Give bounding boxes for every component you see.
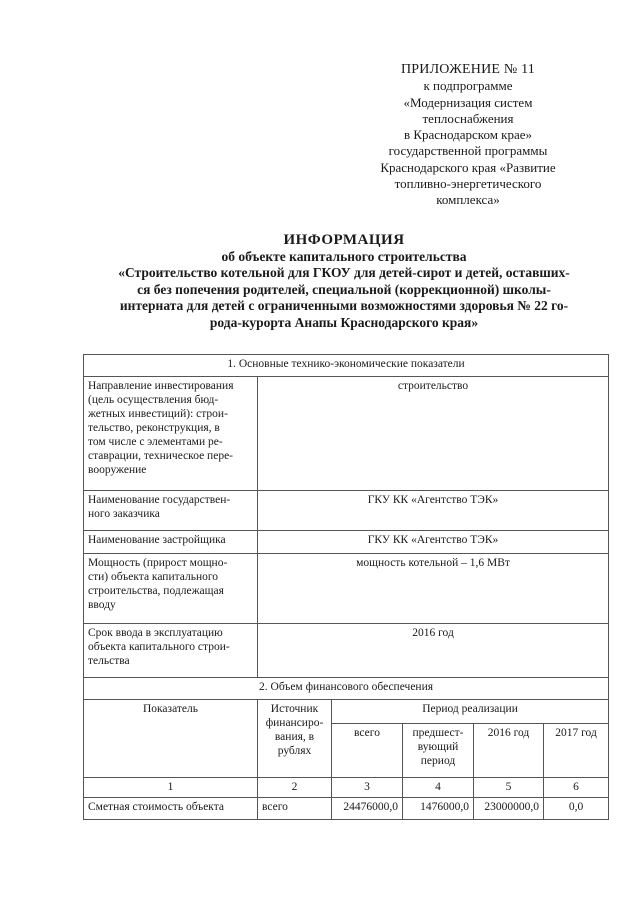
- column-numbers-row: [84, 778, 609, 798]
- section1-title: 1. Основные технико-экономические показатели: [84, 355, 609, 377]
- cost-2017: 0,0: [544, 798, 609, 820]
- table-row: [84, 624, 609, 678]
- info-table: [83, 354, 609, 820]
- heading-object-line: интерната для детей с ограниченными возможностями здоровья № 22 го-: [119, 298, 569, 313]
- appendix-line: «Модернизация систем: [403, 94, 533, 110]
- header-total: всего: [332, 724, 403, 778]
- header-source: Источник финансиро- вания, в рублях: [258, 700, 332, 778]
- heading-subtitle: об объекте капитального строительства: [221, 248, 467, 264]
- column-number: 5: [474, 778, 544, 798]
- heading-object-line: «Строительство котельной для ГКОУ для детей-сирот и детей, оставших-: [118, 265, 570, 280]
- column-number: 1: [84, 778, 258, 798]
- table-row: [84, 491, 609, 531]
- table-row: [84, 531, 609, 554]
- appendix-line: Краснодарского края «Развитие: [380, 159, 556, 175]
- row-value-customer: ГКУ КК «Агентство ТЭК»: [258, 491, 609, 531]
- row-value-investment: строительство: [258, 377, 609, 491]
- table-row: [84, 377, 609, 491]
- row-label-customer: Наименование государствен- ного заказчика: [84, 491, 258, 531]
- appendix-line: к подпрограмме: [423, 78, 513, 94]
- cost-source: всего: [258, 798, 332, 820]
- column-number: 6: [544, 778, 609, 798]
- column-number: 2: [258, 778, 332, 798]
- cost-indicator: Сметная стоимость объекта: [84, 798, 258, 820]
- row-value-commissioning: 2016 год: [258, 624, 609, 678]
- heading-object-line: ся без попечения родителей, специальной (коррекционной) школы-: [137, 281, 551, 297]
- appendix-block: [358, 62, 578, 209]
- table-row: [84, 554, 609, 624]
- row-value-capacity: мощность котельной – 1,6 МВт: [258, 554, 609, 624]
- header-2016: 2016 год: [474, 724, 544, 778]
- document-heading: [80, 232, 608, 331]
- header-indicator: Показатель: [84, 700, 258, 778]
- appendix-line: топливно-энергетического: [394, 176, 542, 192]
- header-period: Период реализации: [332, 700, 609, 724]
- heading-title: ИНФОРМАЦИЯ: [283, 232, 405, 248]
- appendix-line: комплекса»: [436, 192, 500, 208]
- appendix-line: в Краснодарском крае»: [403, 127, 533, 143]
- row-label-commissioning: Срок ввода в эксплуатацию объекта капитального строи- тельства: [84, 624, 258, 678]
- column-number: 3: [332, 778, 403, 798]
- column-number: 4: [403, 778, 474, 798]
- appendix-line: теплоснабжения: [422, 110, 514, 126]
- table-row: [84, 798, 609, 820]
- section2-title: 2. Объем финансового обеспечения: [84, 678, 609, 700]
- header-2017: 2017 год: [544, 724, 609, 778]
- row-value-developer: ГКУ КК «Агентство ТЭК»: [258, 531, 609, 554]
- row-label-developer: Наименование застройщика: [84, 531, 258, 554]
- appendix-line: государственной программы: [388, 143, 548, 159]
- row-label-investment: Направление инвестирования (цель осуществления бюд- жетных инвестиций): строи- тельство, реконструкция, в том числе с элементами ре- ставрации, техническое пере- вооружение: [84, 377, 258, 491]
- header-previous-period: предшест- вующий период: [403, 724, 474, 778]
- cost-total: 24476000,0: [332, 798, 403, 820]
- appendix-title: ПРИЛОЖЕНИЕ № 11: [401, 62, 535, 77]
- heading-object-line: рода-курорта Анапы Краснодарского края»: [209, 314, 479, 330]
- row-label-capacity: Мощность (прирост мощно- сти) объекта капитального строительства, подлежащая вводу: [84, 554, 258, 624]
- cost-previous: 1476000,0: [403, 798, 474, 820]
- cost-2016: 23000000,0: [474, 798, 544, 820]
